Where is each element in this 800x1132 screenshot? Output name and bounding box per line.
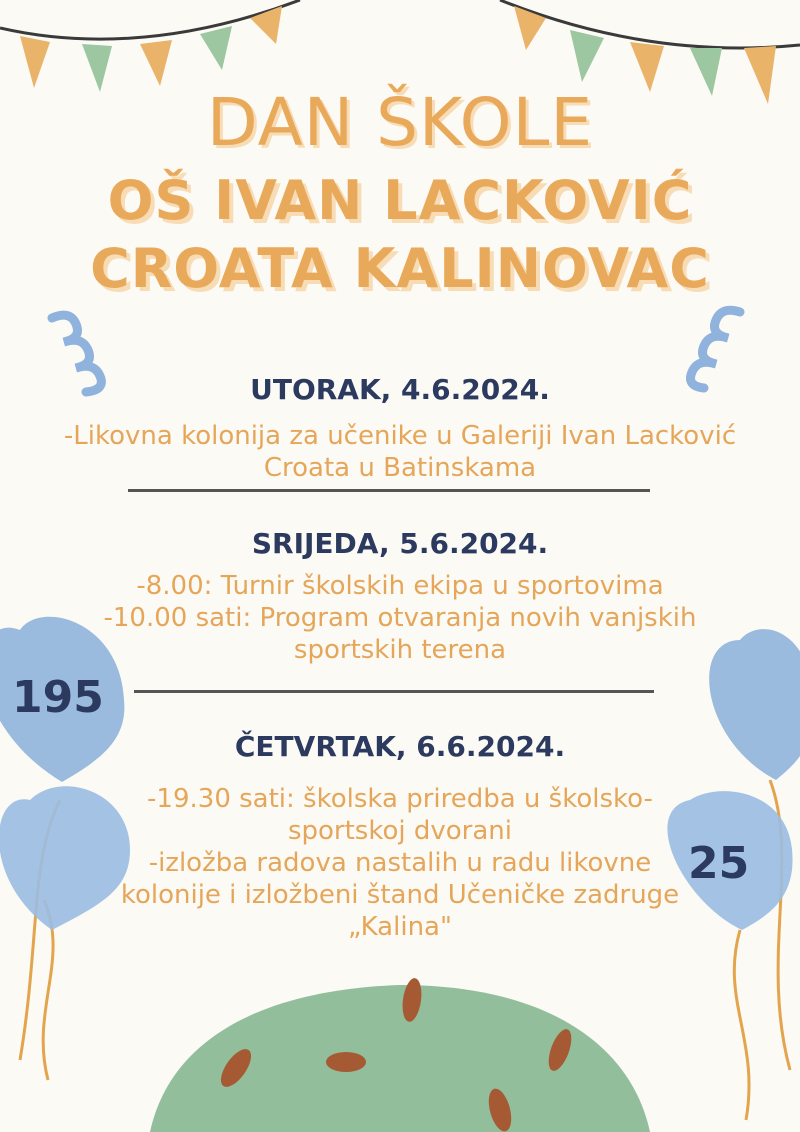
event-3-line-2: sportskoj dvorani <box>287 816 513 846</box>
event-3-line-4: kolonije i izložbeni štand Učeničke zadruge <box>120 880 680 910</box>
title-line-2: OŠ IVAN LACKOVIĆ <box>107 169 693 232</box>
event-day-1: UTORAK, 4.6.2024. <box>250 373 550 406</box>
event-3-line-5: „Kalina" <box>348 912 452 942</box>
event-3-line-3: -izložba radova nastalih u radu likovne <box>148 848 652 878</box>
event-2-line-3: sportskih terena <box>293 635 507 665</box>
event-2-line-1: -8.00: Turnir školskih ekipa u sportovima <box>136 571 664 601</box>
event-3-line-1: -19.30 sati: školska priredba u školsko- <box>147 784 653 814</box>
title-line-3: CROATA KALINOVAC <box>90 237 710 300</box>
event-2-line-2: -10.00 sati: Program otvaranja novih vanjskih <box>103 603 697 633</box>
balloon-number-right: 25 <box>688 838 750 889</box>
event-1-line-1: -Likovna kolonija za učenike u Galeriji Ivan Lacković <box>63 421 737 451</box>
balloon-number-left: 195 <box>12 672 104 723</box>
title-line-1: DAN ŠKOLE <box>206 84 594 161</box>
event-1-line-2: Croata u Batinskama <box>263 453 537 483</box>
event-day-3: ČETVRTAK, 6.6.2024. <box>234 730 566 763</box>
event-day-2: SRIJEDA, 5.6.2024. <box>251 527 549 560</box>
